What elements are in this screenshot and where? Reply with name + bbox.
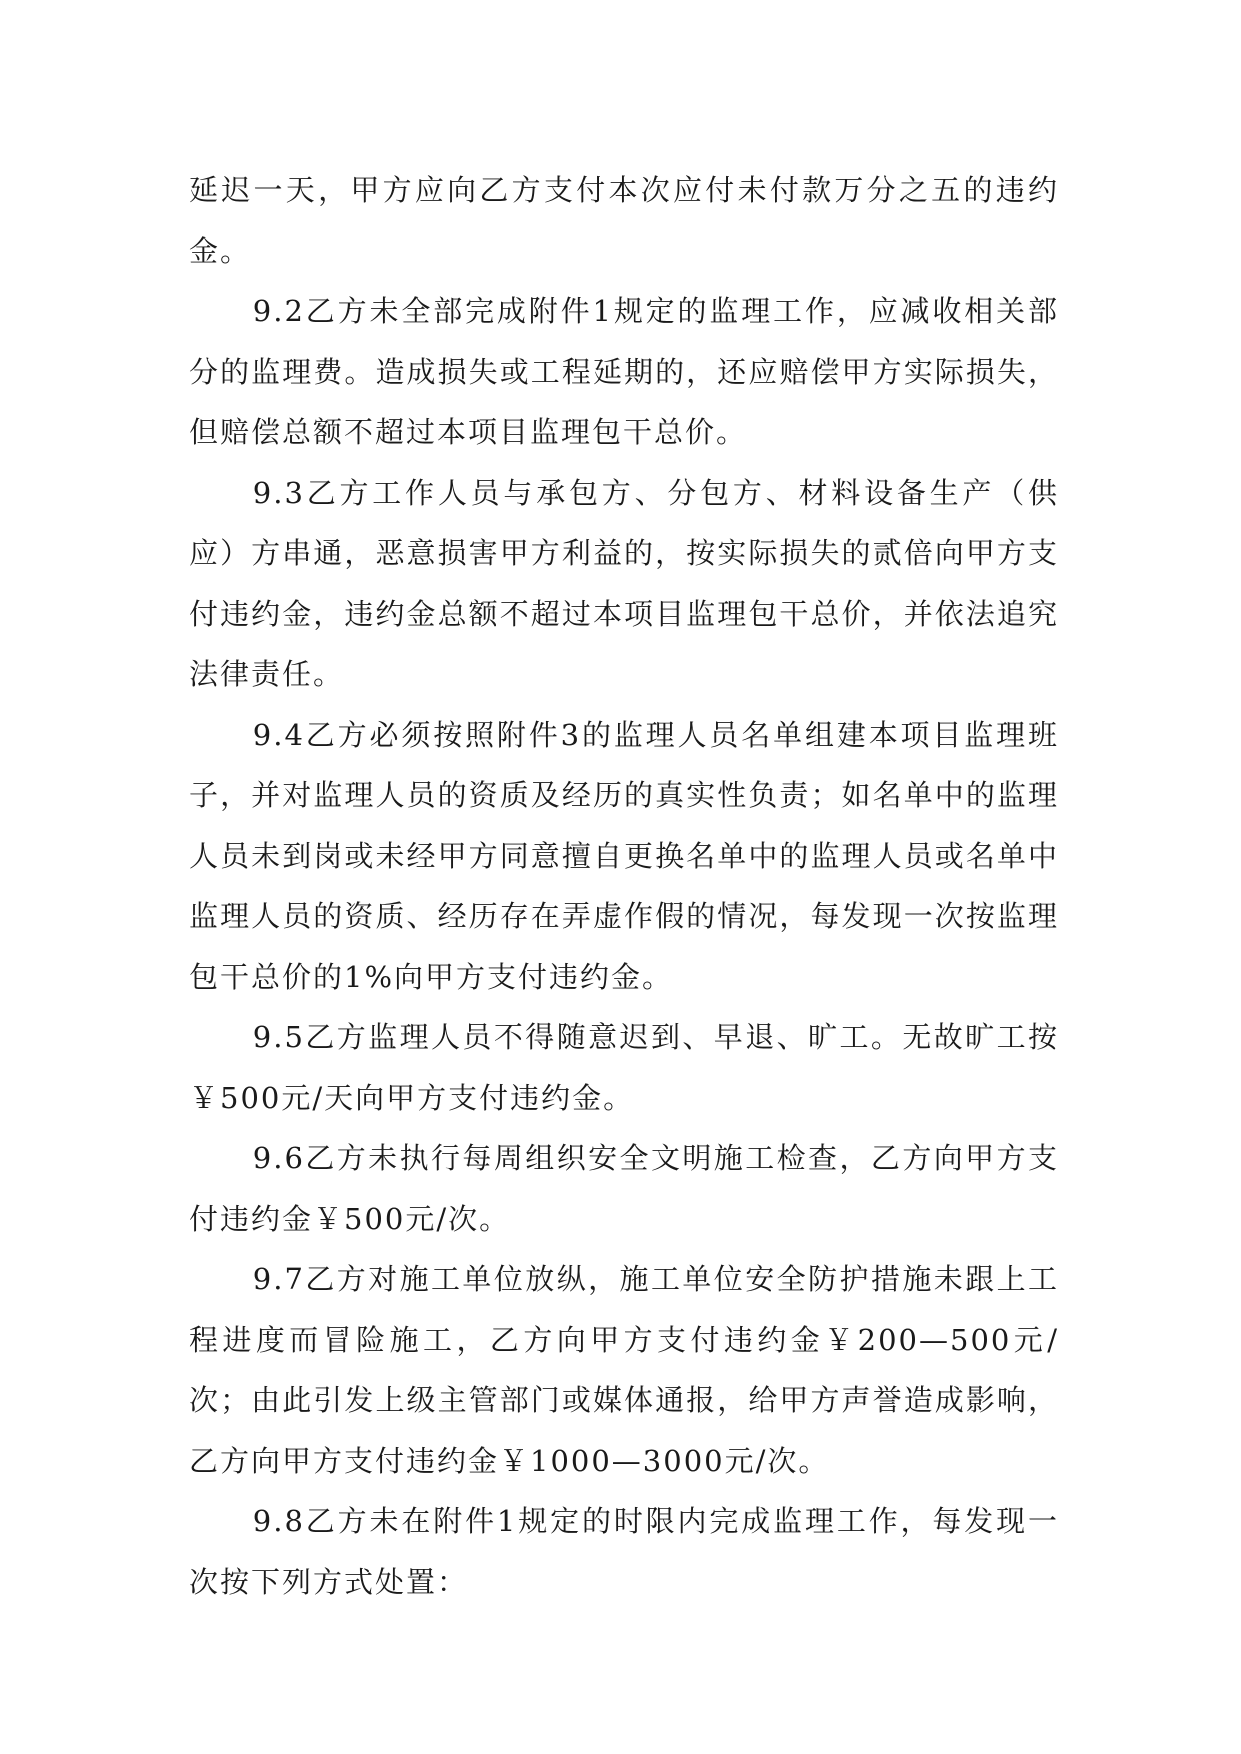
paragraph-9-3: 9.3乙方工作人员与承包方、分包方、材料设备生产（供应）方串通，恶意损害甲方利益的，按实际损失的贰倍向甲方支付违约金，违约金总额不超过本项目监理包干总价，并依法追究法律责任。 (189, 475, 1059, 691)
paragraph-9-2: 9.2乙方未全部完成附件1规定的监理工作，应减收相关部分的监理费。造成损失或工程延期的，还应赔偿甲方实际损失，但赔偿总额不超过本项目监理包干总价。 (189, 294, 1059, 449)
document-body (189, 160, 1059, 1612)
paragraph-9-7: 9.7乙方对施工单位放纵，施工单位安全防护措施未跟上工程进度而冒险施工，乙方向甲方支付违约金￥200—500元/次；由此引发上级主管部门或媒体通报，给甲方声誉造成影响，乙方向甲方支付违约金￥1000—3000元/次。 (189, 1262, 1059, 1478)
paragraph-9-5: 9.5乙方监理人员不得随意迟到、早退、旷工。无故旷工按￥500元/天向甲方支付违约金。 (189, 1020, 1059, 1115)
paragraph-9-6: 9.6乙方未执行每周组织安全文明施工检查，乙方向甲方支付违约金￥500元/次。 (189, 1141, 1059, 1236)
paragraph-continuation: 延迟一天，甲方应向乙方支付本次应付未付款万分之五的违约金。 (189, 173, 1059, 268)
paragraph-9-8: 9.8乙方未在附件1规定的时限内完成监理工作，每发现一次按下列方式处置： (189, 1504, 1059, 1599)
paragraph-9-4: 9.4乙方必须按照附件3的监理人员名单组建本项目监理班子，并对监理人员的资质及经历的真实性负责；如名单中的监理人员未到岗或未经甲方同意擅自更换名单中的监理人员或名单中监理人员的资质、经历存在弄虚作假的情况，每发现一次按监理包干总价的1%向甲方支付违约金。 (189, 717, 1059, 994)
